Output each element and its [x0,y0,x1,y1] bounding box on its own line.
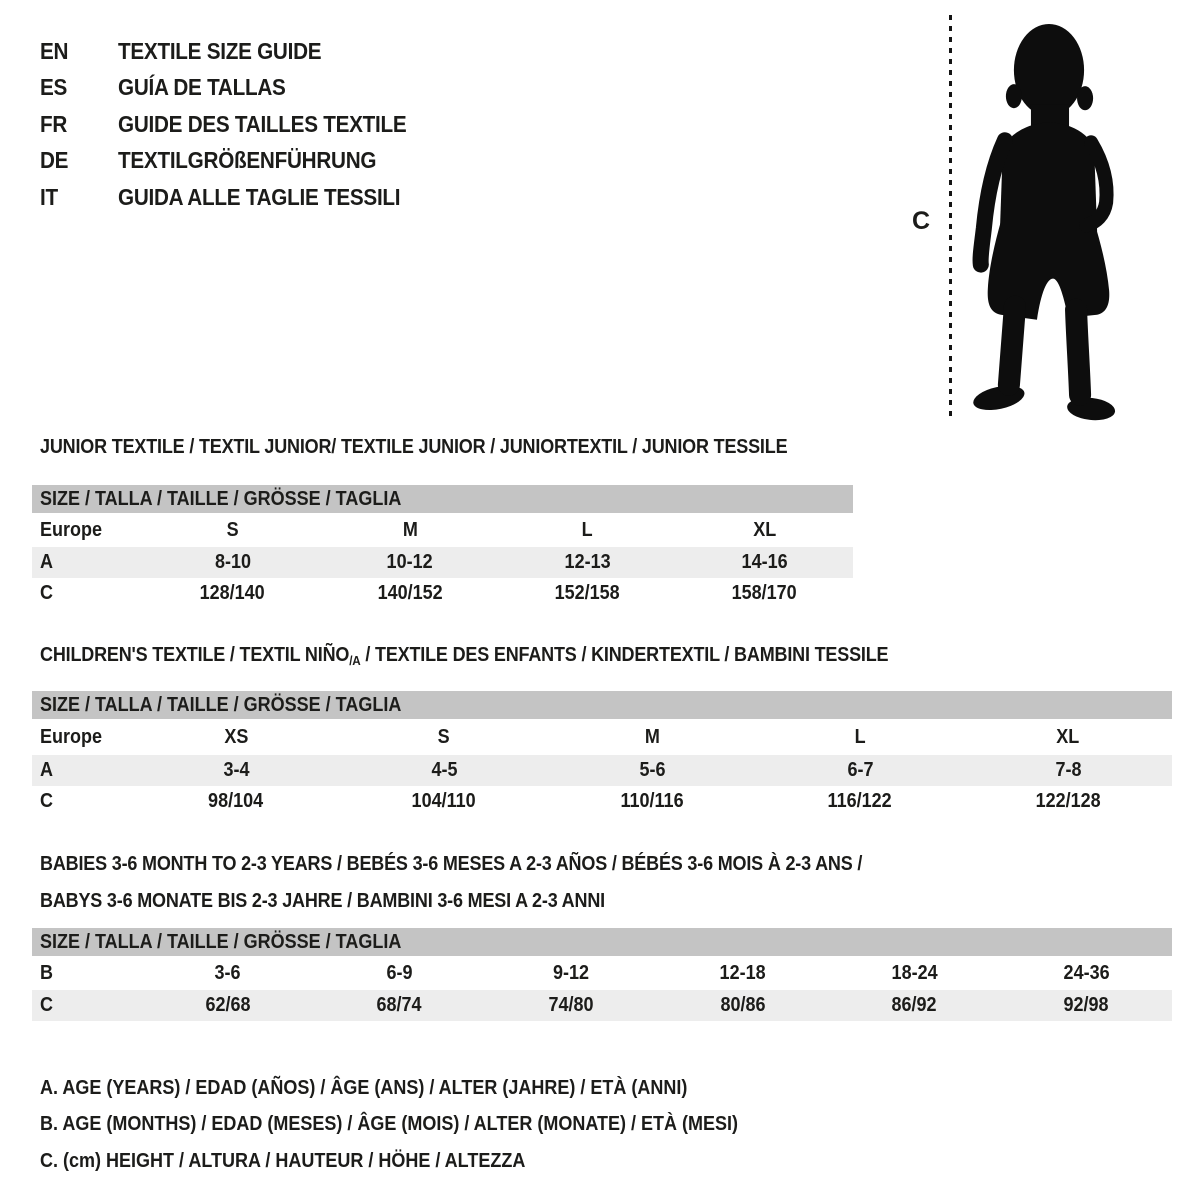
junior-size-table [32,485,853,609]
size-col: M [402,518,418,541]
language-code: IT [40,183,58,210]
table-cell: 98/104 [208,790,264,812]
language-row-en [40,33,439,70]
table-cell: 110/116 [620,790,684,812]
row-label: C [40,582,54,604]
junior-size-row [32,513,853,547]
language-label: GUIDA ALLE TAGLIE TESSILI [118,183,401,210]
language-label: TEXTILE SIZE GUIDE [118,37,322,64]
size-col: XS [223,725,249,748]
language-row-es [40,70,439,107]
children-size-table-header: SIZE / TALLA / TAILLE / GRÖSSE / TAGLIA [32,691,1172,719]
row-label: A [40,759,54,781]
region-label: Europe [40,518,103,541]
nino-a-subscript: /A [349,653,361,668]
table-cell: 12-18 [719,961,766,984]
table-cell: 5-6 [638,759,666,781]
children-size-row [32,719,1172,755]
row-label: C [40,790,54,812]
table-cell: 6-9 [386,961,413,984]
table-cell: 80/86 [720,994,766,1016]
table-cell: 8-10 [214,551,251,573]
language-row-it [40,179,439,216]
language-label: GUÍA DE TALLAS [118,74,286,101]
toddler-silhouette-icon [968,16,1138,422]
table-cell: 128/140 [200,582,266,604]
table-cell: 7-8 [1054,759,1082,781]
junior-height-row [32,578,853,609]
table-cell: 14-16 [741,551,788,573]
height-measure-label: C [912,207,931,235]
legend-age-months: B. AGE (MONTHS) / EDAD (MESES) / ÂGE (MOIS) / ALTER (MONATE) / ETÀ (MESI) [40,1113,738,1136]
babies-months-row [32,956,1172,990]
language-code: ES [40,74,68,101]
table-cell: 12-13 [564,551,611,573]
language-code: EN [40,37,69,64]
table-cell: 3-6 [214,961,241,984]
size-col: XL [752,518,776,541]
table-cell: 18-24 [891,961,938,984]
table-cell: 3-4 [222,759,250,781]
region-label: Europe [40,725,103,748]
table-cell: 68/74 [376,994,423,1016]
children-size-table [32,691,1172,817]
size-col: S [437,725,451,748]
babies-size-table-header: SIZE / TALLA / TAILLE / GRÖSSE / TAGLIA [32,928,1172,956]
size-col: L [581,518,593,541]
row-label: A [40,551,54,573]
table-cell: 86/92 [891,994,938,1016]
language-list [40,33,439,216]
language-label: TEXTILGRÖßENFÜHRUNG [118,147,377,174]
table-cell: 24-36 [1063,961,1110,984]
table-cell: 158/170 [731,582,797,604]
junior-age-row [32,547,853,578]
babies-section-title: BABIES 3-6 MONTH TO 2-3 YEARS / BEBÉS 3-6 MESES A 2-3 AÑOS / BÉBÉS 3-6 MOIS À 2-3 ANS / BABYS 3-6 MONATE BIS 2-3 JAHRE / BAMBINI 3-6 MESI A 2-3 ANNI [40,853,863,912]
babies-height-row [32,990,1172,1021]
table-cell: 62/68 [205,994,251,1016]
table-cell: 4-5 [430,759,458,781]
babies-size-table [32,928,1172,1021]
language-row-de [40,143,439,180]
language-code: FR [40,110,68,137]
height-dashed-line [949,15,952,418]
children-age-row [32,755,1172,786]
table-cell: 92/98 [1063,994,1109,1016]
language-row-fr [40,106,439,143]
table-cell: 116/122 [827,790,893,812]
table-cell: 9-12 [553,961,590,984]
junior-section-title: JUNIOR TEXTILE / TEXTIL JUNIOR/ TEXTILE JUNIOR / JUNIORTEXTIL / JUNIOR TESSILE [40,436,788,458]
row-label: B [40,961,54,984]
junior-size-table-header: SIZE / TALLA / TAILLE / GRÖSSE / TAGLIA [32,485,853,513]
table-cell: 152/158 [554,582,620,604]
language-label: GUIDE DES TAILLES TEXTILE [118,110,407,137]
legend-height-cm: C. (cm) HEIGHT / ALTURA / HAUTEUR / HÖHE / ALTEZZA [40,1149,526,1172]
children-height-row [32,786,1172,817]
table-cell: 74/80 [548,994,594,1016]
size-col: M [644,725,660,748]
legend-age-years: A. AGE (YEARS) / EDAD (AÑOS) / ÂGE (ANS) / ALTER (JAHRE) / ETÀ (ANNI) [40,1076,688,1099]
children-section-title: CHILDREN'S TEXTILE / TEXTIL $NIÑO_{/A}$ / TEXTILE DES ENFANTS / KINDERTEXTIL / BAMBINI TESSILE [40,644,889,668]
size-col: S [226,518,239,541]
measure-legend [40,1070,816,1180]
language-code: DE [40,147,69,174]
table-cell: 10-12 [386,551,433,573]
size-col: L [854,725,866,748]
size-col: XL [1056,725,1080,748]
table-cell: 140/152 [377,582,443,604]
table-cell: 6-7 [846,759,874,781]
row-label: C [40,994,54,1016]
table-cell: 122/128 [1035,790,1101,812]
table-cell: 104/110 [411,790,477,812]
